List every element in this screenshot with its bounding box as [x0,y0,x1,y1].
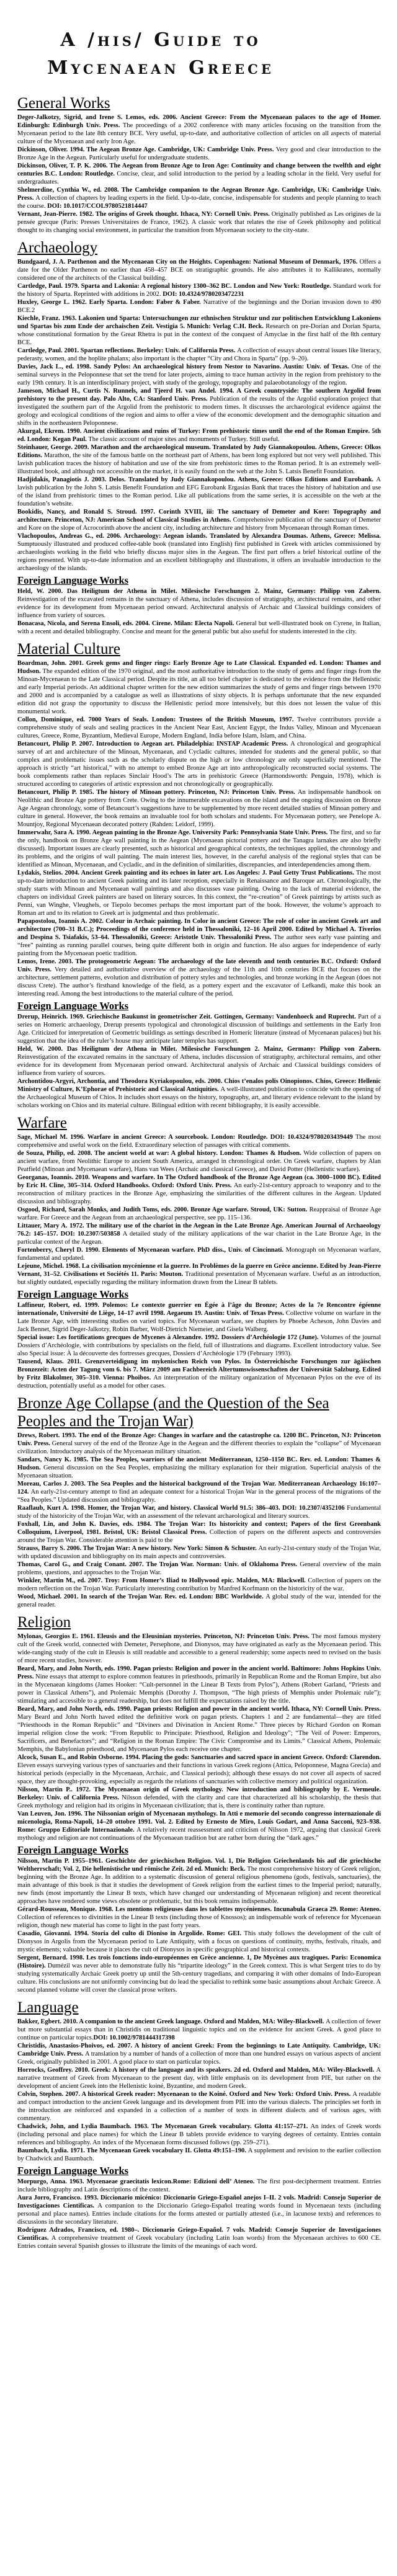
annotation-text: The expanded edition of the 1970 original, and the most authoritative introduction to the study of gems and finger rings from the Minoan-Mycenaean to the Late Classical period. Despite its title, an all too brief chapter is dedicated to the evidence from the Hellenistic and early Imperial periods. An additional chapter written for the new edition summarizes the study of gems and finger rings between 1970 and 2000 and is accompanied by a catalogue as well as illustrations of sixty objects. It is perhaps unfortunate that the new expanded edition did not grasp the opportunity to discuss the Hellenistic period more intensively, but this does not lessen the value of this monumental work. [17,668,381,715]
citation-text: Dickinson, Oliver, T. P. K. 2006. The Aegean from Bronze Age to Iron Age: Continuity and change between the twelfth and eight centuries B.C. London: Routledge. [17,163,381,177]
annotation-text: Collection of papers on the modern reflection on the Trojan War. Particularly interesting contribution by Manfred Korfmann on the historicity of the war. [17,1577,381,1592]
citation-text: Rodríguez Adrados, Francisco, ed. 1980–. Diccionario Griego-Español. 7 vols. Madrid: Consejo Superior de Investigaciones Cientificas. [17,2227,381,2242]
bibliography-entry [17,1754,381,1786]
citation-text: Cartledge, Paul. 1979. Sparta and Lakonia: A regional history 1300–362 BC. London and New York: Routledge. [17,283,333,290]
citation-text: Davies, Jack L., ed. 1998. Sandy Pylos: An archaeological history from Nestor to Navarino. Austin: Univ. of Texas. [17,363,352,370]
bibliography-entry [17,829,381,869]
annotation-text: Reappraisal of Bronze Age warfare. For Greece and the Aegean from an archaeological perspective, see pp. 115–136. [17,1206,381,1221]
annotation-text: Nilsson defended, with the clarity and care that characterized all his scholarship, the thesis that Greek mythology and religion had its origins in Mycenaean civilization; that is, there is continuity rather than rupture. [17,1794,381,1809]
annotation-text: Narrative of the beginnings and the Dorian invasion down to 490 BCE.2 [17,299,381,314]
annotation-text: A detailed study of the military applications of the war chariot in the Late Bronze Age, in the particular context of the Aegean. [17,1231,381,1246]
citation-text: Steinhauer, George. 2009. Marathon and the archaeological museum. Translated by Judy Giannakopoulou. Athens, Greece: Olkos Editions. [17,444,381,459]
annotation-text: A collection of chapters by leading experts in the field. Up-to-date, concise, indispensable for students and people planning to teach the course. [17,195,381,210]
section-heading-bronze-age-collapse-and-the-question-of-the-sea-peoples-and-the-trojan-war: Bronze Age Collapse (and the Question of the Sea Peoples and the Trojan War) [17,1395,329,1430]
citation-text: Dickinson, Oliver. 1994. The Aegean Bronze Age. Cambridge, UK: Cambridge Univ. Press. [17,146,276,153]
citation-text: Thomas, Carol G., and Craig Conant. 2007. The Trojan War. Norman: Univ. of Oklahoma Press. [17,1561,300,1568]
section-heading-general-works: General Works [17,95,110,112]
annotation-text: An indispensable handbook on Neolithic and Bronze Age pottery from Crete. Owing to the innumerable excavations on the island and the ongoing discussion on Bronze Age Aegean chronology, some of Betancourt’s suggestions have to be supplemented by more recent detailed studies of Minoan pottery and culture in general. However, the book remains an invaluable tool for both scholars and students. For Mycenaean pottery, see Penelope A. Mountjoy, Regional Mycenaean decorated pottery (Rahden: Leidorf, 1999). [17,789,381,828]
citation-text: Christidis, Anastasios-Phoivos, ed. 2007. A history of ancient Greek: From the beginnings to Late Antiquity. Cambridge, UK: Cambridge Univ. Press. [17,2043,381,2057]
citation-text: Akurgal, Ekrem. 1990. Ancient civilizations and ruins of Turkey: From prehistoric times until the end of the Roman Empire. 5th ed. London: Kegan Paul. [17,428,381,443]
section-heading-archaeology: Archaeology [17,239,98,256]
bibliography-entry [17,2090,381,2123]
bibliography-entry [17,347,381,363]
bibliography-entry [17,1432,381,1456]
annotation-text: A global study of the war, intended for the general reader. [17,1593,381,1608]
annotation-text: Dumézil was never able to demonstrate fully his “tripartite ideology” in the Greek context. This is what Sergent tries to do by studying systematically Archaic Greek poetry up until the 5th-century tragedians, and comparing it with other domains of Indo-European culture. His conclusions are not uniformly convincing but do lead the specialist to rethink some basic assumptions about Archaic Greece. A second planned volume will cover the classical prose writers. [17,1963,381,1994]
citation-text: Wood, Michael. 2001. In search of the Trojan War. Rev. ed. London: BBC Worldwide. [17,1593,266,1600]
annotation-text: The most comprehensive and useful work on the field. Extraordinary selection of passages with critical comments. [17,1134,381,1149]
bibliography-entry [17,1954,381,1994]
annotation-text: The most comprehensive history of Greek religion, beginning with the Bronze Age. In addition to a systematic discussion of general religious phenomena (gods, festivals, sanctuaries), the main advantage of this book is that it studies the development of Greek religion from the earliest times to the Imperial period; naturally, new finds (most importantly the Linear B texts, which have changed our understanding of Mycenaean religion) and recent theoretical approaches have rendered some views obsolete or problematic, but this book remains indispensable. [17,1866,381,1905]
citation-text: Horrocks, Geoffrey. 2010. Greek: A history of the language and its speakers. 2d ed. Oxford and Malden, MA: Wiley-Blackwell. [17,2067,377,2074]
annotation-text: Comprehensive publication of the sanctuary of Demeter and Kore on the slope of Acrocorinth above the ancient city, including architecture and history from Mycenaean through Roman times. [17,517,381,532]
bibliography-entry [17,1358,381,1390]
citation-text: Nilsson, Martin P.. 1972. The Mycenaean origin of Greek mythology. New introduction and bibliography by E. Vermeule. Berkeley: Univ. of California Press. [17,1786,381,1801]
annotation-text: Volumes of the journal Dossiers d’Archéologie, with contributions by specialists on the field, full of illustrations and diagrams. Excellent introductory value. See also Special issue: À la découverte des fortresses grecques, Dossiers d’Archéologie 179 (February 1993). [17,1334,381,1357]
citation-text: Boardman, John. 2001. Greek gems and finger rings: Early Bronze Age to Late Classical. Expanded ed. London: Thames and Hudson. [17,660,381,675]
annotation-text: Research on pre-Dorian and Dorian Sparta, whose constitutional formation by the Great Rhetra is put in the context of the conquest of Amyclae in the first half of the 8th century BCE. [17,323,381,346]
annotation-text: This study follows the development of the cult of Dionysos in Argolis from the Mycenaean period to Late Antiquity, with a focus on questions of continuity, myths, festivals, rituals, and mystic elements; valuable because it places the cult of Dionysos in specific geographical and historical contexts. [17,1930,381,1953]
citation-text: Hadjidakis, Panagiotis J. 2003. Delos. Translated by Judy Giannakopoulou. Athens, Greece: Olkos Editions and Eurobank. [17,476,377,483]
annotation-text: Very good and clear introduction to the Bronze Age in the Aegean. Particularly useful for undergraduate students. [17,146,381,161]
citation-text: Special issue: Les fortifications grecques de Mycenes à Alexandre. 1992. Dossiers d’Archéologie 172 (June). [17,1334,321,1341]
bibliography-entry [17,258,381,282]
bibliography-entry [17,1045,381,1077]
citation-text: Fortenberry, Cheryl D. 1990. Elements of Mycenaean warfare. PhD diss., Univ. of Cincinnati. [17,1247,286,1254]
citation-text: Vernant, Jean-Pierre. 1982. The origins of Greek thought. Ithaca, NY: Cornell Univ. Press. [17,211,272,218]
citation-text: Casadio, Giovanni. 1994. Storia del culto di Dioniso in Argolide. Rome: GEI. [17,1930,244,1937]
annotation-text: Traditional presentation of Mycenaean warfare. Useful as an introduction, but slightly outdated, especially regarding the military information drawn from the Linear B tablets. [17,1271,381,1286]
citation-text: Littauer, Mary A. 1972. The military use of the chariot in the Aegean in the Late Bronze Age. American Journal of Archaeology 76.2: 145–157. DOI: 10.2307/503858 [17,1223,381,1237]
citation-text: Osgood, Richard, Sarah Monks, and Judith Toms, eds. 2000. Bronze Age warfare. Stroud, UK: Sutton. [17,1206,310,1213]
annotation-text: Marathon, the site of the famous battle on the northeast part of Athens, has been long explored but not very well published. This lavish publication traces the history of habitation and use of the site from prehistoric times to the Roman period. It is an extremely well-illustrated book, and although not accessible on the market, it is easily found on the web at the John S. Latsis Benefit Foundation. [17,452,381,475]
citation-text: Bakker, Egbert. 2010. A companion to the ancient Greek language. Oxford and Malden, MA: Wiley-Blackwell. [17,2018,326,2025]
bibliography-entry [17,146,381,162]
bibliography-entry [17,587,381,620]
bibliography-entry [17,1480,381,1504]
annotation-text: The first post-decipherment treatment. Entries include bibliography and Latin descriptions of the context. [17,2178,381,2193]
title-line-2: Mycenaean Greece [47,57,274,79]
annotation-text: An interpretation of the military organization of Mycenaean Pylos on the eve of its destruction, potentially useful as a model for other cases. [17,1375,381,1389]
citation-text: Gérard-Rousseau, Monique. 1968. Les mentions religieuses dans les tablettes mycéniennes. Incunabula Graeca 29. Rome: Ateneo. [17,1906,381,1913]
annotation-text: A narrative treatment of Greek from Mycenaean to the present day, with little emphasis on its development from PIE, but rather on the development of ancient Greek into the Hellenistic koiné, Byzantine, and modern Greek. [17,2067,381,2090]
section-heading-religion: Religion [17,1614,71,1631]
bibliography-entry [17,917,381,958]
annotation-text: The first, and so far the only, handbook on Bronze Age wall painting in the Aegean (Mycenaean pictorial pottery and the Tanagra larnakes are also briefly discussed). Important issues are clearly presented, such as historical and geographical contexts, the techniques applied, the chronology and its problems, and the origins of wall painting. The main interest lies, however, in the careful analysis of the regional styles that can be identified as Minoan, Mycenaean, and Cycladic, and in the definition of similarities, discrepancies, and interdependencies among them. [17,829,381,868]
annotation-text: Wide collection of papers on ancient warfare, from Neolithic Europe to ancient South America, arranged in chronological order. On Greek warfare, chapters by Alan Peatfield (Minoan and Mycenaean warfare), Hans van Wees (Archaic and classical Greece), and David Potter (Hellenistic warfare). [17,1150,381,1173]
citation-text: Betancourt, Philip P. 1985. The history of Minoan pottery. Princeton, NJ: Princeton Univ. Press. [17,789,298,796]
bibliography-entry [17,387,381,427]
bibliography-entry [17,2178,381,2194]
annotation-text: Very detailed and authoritative overview of the archaeology of the 11th and 10th centuries BCE that focuses on the architecture, settlement patterns, evolution and distribution of pottery styles and technologies, and bronze working in the Aegean (does not discuss Crete). The author’s firsthand knowledge of the field, as a pottery expert and the excavator of Lefkandi, make this book an interesting read. Among the best introductions to the material culture of the period. [17,966,381,997]
citation-text: Strauss, Barry S. 2006. The Trojan War: A new history. New York: Simon & Schuster. [17,1545,259,1552]
citation-text: Bonacasa, Nicola, and Serena Ensoli, eds. 2004. Cirene. Milan: Electa Napoli. [17,620,236,627]
citation-text: Colvin, Stephen. 2007. A historical Greek reader: Mycenaean to the Koiné. Oxford and New York: Oxford Univ. Press. [17,2091,353,2098]
subsection-heading-foreign-language-works: Foreign Language Works [17,1000,129,1012]
bibliography-entry [17,1133,381,1149]
bibliography [17,94,381,2250]
bibliography-entry [17,314,381,347]
citation-text: Huxley, George L. 1962. Early Sparta. London: Faber & Faber. [17,299,203,306]
citation-text: Moreau, Carlos J. 2003. The Sea Peoples and the historical background of the Trojan War. Mediterranean Archaeology 16:107–124. [17,1481,381,1495]
bibliography-entry [17,788,381,829]
bibliography-entry [17,2123,381,2147]
citation-text: Sandars, Nancy K. 1985. The Sea Peoples, warriors of the ancient Mediterranean, 1250–1150 BC. Rev. ed. London: Thames & Hudson. [17,1456,381,1471]
bibliography-entry [17,740,381,788]
subsection-heading-foreign-language-works: Foreign Language Works [17,574,129,586]
bibliography-entry [17,282,381,298]
annotation-text: General but well-illustrated book on Cyrene, in Italian, with a recent and detailed bibliography. Concise and meant for the general public but also useful for students interested in the city. [17,620,381,635]
citation-text: Drews, Robert. 1993. The end of the Bronze Age: Changes in warfare and the catastrophe ca. 1200 BC. Princeton, NJ: Princeton Univ. Press. [17,1432,381,1447]
annotation-text: The author sees early vase painting and “free” painting as running parallel courses, being quite different both in origin and function. He also argues for independence of early painting from the Mycenaean poetic tradition. [17,934,381,957]
citation-text: Sage, Michael M. 1996. Warfare in ancient Greece: A sourcebook. London: Routledge. DOI: 10.4324/9780203439449 [17,1134,355,1141]
annotation-text: A well-illustrated publication to coincide with the opening of the Archaeological Museum of Chios. It includes short essays on the history, topography, art, and literary evidence relevant to the island by scholars working on Chios and its material culture. Bilingual edition with recent bibliography, it is easily accessible. [17,1086,381,1109]
bibliography-entry [17,1149,381,1174]
bibliography-entry [17,1222,381,1246]
citation-text: Tausend, Klaus. 2011. Grenzverteidigung im mykenischen Reich von Pylos. In Österreichische Forschungen zur ägäischen Bronzezeit: Acten der Tagung vom 6. bis 7. März 2009 am Fachbereich Altertumswissenschaften der Universität Salzburg. Edited by Fritz Blakolmer, 305–310. Vienna: Phoibos. [17,1358,381,1381]
annotation-text: Eleven essays surveying various types of sanctuaries and their functions in various Greek regions (Attica, Peloponnese, Magna Grecia) and historical periods (especially in the Mycenaean, Archaic, and Classical periods); although these essays do not cover all aspects of sacred space, they are thought-provoking, especially as regards the relations of sanctuaries with collective memory and political organization. [17,1762,381,1785]
bibliography-entry [17,2194,381,2226]
citation-text: Jameson, Michael H., Curtis N. Runnels, and Tjeerd H. van Andel. 1994. A Greek countryside: The southern Argolid from prehistory to the present day. Palo Alto, CA: Stanford Univ. Press. [17,388,381,403]
bibliography-entry [17,1301,381,1334]
section-heading-material-culture: Material Culture [17,641,120,657]
bibliography-entry [17,2018,381,2042]
citation-text: Beard, Mary, and John North, eds. 1990. Pagan priests: Religion and power in the ancient world. Baltimore: Johns Hopkins Univ. Press. [17,1665,381,1680]
bibliography-entry [17,1246,381,1262]
citation-text: DOI: 10.1002/9781444317398 [93,2035,175,2041]
bibliography-entry [17,869,381,917]
citation-text: Bookidis, Nancy, and Ronald S. Stroud. 1997. Corinth XVIII, iii: The sanctuary of Demeter and Kore: Topography and architecture. Princeton, NJ: American School of Classical Studies in Athens. [17,509,381,524]
annotation-text: Concise, clear, and solid introduction to the period by a leading scholar in the field. Very useful for undergraduates. [17,171,381,185]
bibliography-entry [17,1262,381,1286]
bibliography-entry [17,958,381,998]
citation-text: Shelmerdine, Cynthia W., ed. 2008. The Cambridge companion to the Aegean Bronze Age. Cambridge, UK: Cambridge Univ. Press. [17,187,381,202]
citation-text: Vlachopoulos, Andreas G., ed. 2006. Archaeology: Aegean islands. Translated by Alexandra Doumas. Athens, Greece: Melissa. [17,533,381,540]
annotation-text: Collective volume on warfare in the Late Bronze Age, with interesting studies on varied topics. For Mycenaean warfare, see chapters by Phoebe Acheson, John Davies and Jack Bennet, Sigrid Deger-Jalkotzy, Robin Barber, Wolf-Dietrich Niemeier, and Gisela Walberg. [17,1310,381,1333]
citation-text: Chadwick, John, and Lydia Baumbach. 1963. The Mycenaean Greek vocabulary. Glotta 41:157–271. [17,2123,311,2130]
bibliography-entry [17,1705,381,1754]
bibliography-entry [17,1013,381,1045]
annotation-text: Sumptuously illustrated and produced coffee-table book (translated into English) first published in Greek with articles commissioned by archaeologists working in the field who briefly discuss major sites in the Aegean. The first part offers a brief historical outline of the regions presented. With up-to-date information and an excellent bibliography and illustrations, it offers an invaluable introduction to the archaeology of the islands. [17,541,381,572]
document-title [17,26,304,82]
annotation-text: Reinvestigation of the excavated remains in the sanctuary of Athena, includes discussion of stratigraphy, architectural remains, and other evidence for its development from Mycenaean period onward. Architectural analysis of Archaic and Classical buildings considers of influence from variety of sources. [17,1054,381,1077]
citation-text: Sergent, Bernard. 1998. Les trois fonctions indo-européennes en Grèce ancienne. 1, De Mycènes aux tragiques. Paris: Economica (Histoire). [17,1954,381,1969]
bibliography-entry [17,1593,381,1609]
annotation-text: The proceedings of a 2002 conference with many articles focusing on the transition from the Mycenaean period to the late 8th century BCE. Very useful, up-to-date, and authoritative collection of articles on all aspects of material culture of the Mycenaean and early Iron Age. [17,122,381,145]
citation-text: Betancourt, Philip P. 2007. Introduction to Aegean art. Philadelphia: INSTAP Academic Press. [17,741,291,747]
bibliography-entry [17,1857,381,1905]
bibliography-entry [17,1077,381,1110]
bibliography-entry [17,2042,381,2066]
bibliography-entry [17,1174,381,1206]
citation-text: Beard, Mary, and John North, eds. 1990. Pagan priests: Religion and power in the ancient world. Ithaca, NY: Cornell Univ. Press. [17,1706,381,1713]
title-line-1: A /his/ Guide to [60,29,261,51]
annotation-text: Fundamental study of the historicity of the Trojan War, with an assessment of the relevant archaeological and literary sources. [17,1505,381,1520]
citation-text: Held, W. 2000. Das Heiligtum der Athena in Milet. Milesische Forschungen 2. Mainz, Germany: Philipp von Zabern. [17,1046,381,1053]
bibliography-entry [17,1206,381,1222]
annotation-text: Twelve contributors provide a comprehensive study of seals and sealing practices in the Ancient Near East, Ancient Egypt, the Indus Valley, Minoan and Mycenaean cultures, Greece, Rome, Byzantium, Medieval Europe, Modern England, India before Islam, Islam, and China. [17,716,381,739]
citation-text: Foxhall, Lin, and John K. Davies, eds. 1984. The Trojan War: Its historicity and context; Papers of the first Greenbank Colloquium, Liverpool, 1981. Bristol, UK: Bristol Classical Press. [17,1521,381,1536]
annotation-text: The most up-to-date introduction to ancient Greek painting and its later reception, especially in Renaissance and Baroque art. Chronologically, the study starts with Minoan and Mycenaean wall paintings and also discusses vase painting. Owing to the lack of material evidence, the chapters on individual Greek painters are based on literary sources. In this context, the “re-creation” of Greek paintings by artists such as Penni, van Winghe, Vleughels, or Tiepolo becomes perhaps the most important part of the book. However, the volume’s approach to Roman art and to its relation to Greek art is judgmental and thus problematic. [17,870,381,917]
annotation-text: A collection of essays about central issues like literacy, pederasty, women, and the hoplite phalanx; also important is the chapter “City and Chora in Sparta” (pp. 9–20). [17,347,381,362]
annotation-text: An early-21st-century approach to weaponry and to the reconstruction of military practices in the Bronze Age, emphasizing the similarities of the different cultures in the Aegean. Updated discussion and bibliography. [17,1182,381,1205]
annotation-text: An index of Greek words (including personal and place names) for which the Linear B tablets provide evidence to varying degrees of certainty. Entries contain references and bibliography. An index of the Mycenaean forms discussed follows (pp. 259–271). [17,2123,381,2146]
bibliography-entry [17,363,381,387]
citation-text: Drerup, Heinrich. 1969. Griechische Baukunst in geometrischer Zeit. Gottingen, Germany: Vandenhoeck and Ruprecht. [17,1014,359,1020]
bibliography-entry [17,508,381,532]
bibliography-entry [17,1577,381,1593]
bibliography-entry [17,1334,381,1358]
bibliography-entry [17,1633,381,1665]
bibliography-entry [17,1456,381,1480]
annotation-text: One of the seminal surveys in the Peloponnese that set the trend for later projects, aiming to trace human activity in the region from prehistory to the early 19th century. It is an interdisciplinary project, with study of the geology, topography and palaeobotanology of the region. [17,363,381,386]
annotation-text: A lavish publication by the John S. Latsis Benefit Foundation and EFG Eurobank Ergasias Bank that traces the history of habitation and use of the island from prehistoric times to the Roman period. Like all publications from the same series, it is accessible on the web at the foundation’s website. [17,476,381,507]
bibliography-entry [17,114,381,146]
annotation-text: A chronological and geographical survey of art and architecture of the Minoan, Mycenaean, and Cycladic cultures, intended for students and the general public, so that complex and problematic issues such as the scholarly dispute on the high or low chronology are only superficially mentioned. The approach is strictly “art historical,” with no attempt to embed Bronze Age art into anthropologically reconstructed social systems. The book complements rather than replaces Sinclair Hood’s The arts in prehistoric Greece (Harmondsworth: Penguin, 1978), which is structured according to categories of artistic expression and not chronologically or geographically. [17,741,381,788]
citation-text: Georganas, Ioannis. 2010. Weapons and warfare. In The Oxford handbook of the Bronze Age Aegean (ca. 3000–1000 BC). Edited by Eric H. Cline, 305–314. Oxford Handbooks. Oxford: Oxford Univ. Press. [17,1174,381,1189]
citation-text: Lemos, Irene. 2003. The protogeometric Aegean: The archaeology of the late eleventh and tenth centuries B.C. Oxford: Oxford Univ. Press. [17,958,381,973]
bibliography-entry [17,2147,381,2163]
section-heading-warfare: Warfare [17,1115,67,1131]
annotation-text: A collection of fewer but more substantial essays than in Christidis on traditional linguistic topics and on the evidence for ancient Greek. A good place to continue on particular topics. [17,2018,381,2041]
bibliography-entry [17,210,381,234]
subsection-heading-foreign-language-works: Foreign Language Works [17,2165,129,2177]
annotation-text: Part of a series on Homeric archaeology, Drerup presents typological and chronological discussion of buildings and settlements in the Early Iron Age. Criticized for interpretation of Geometric buildings as settings described in Homeric literature (instead of Mycenaean palaces) but his suggestion that the idea of the ruler’s house may anticipate later temples has support. [17,1014,381,1045]
section-heading-language: Language [17,1999,79,2016]
annotation-text: A supplement and revision to the earlier collection by Chadwick and Baumbach. [17,2147,381,2162]
citation-text: Alcock, Susan E., and Robin Osborne. 1994. Placing the gods: Sanctuaries and sacred space in ancient Greece. Oxford: Clarendon. [17,1754,381,1761]
citation-text: Archontidou-Argyri, Archontia, and Theodora Kyriakopoulou, eds. 2000. Chios t’enalos polis Oinopionos. Chios, Greece: Hellenic Ministry of Culture, K’Ephorae of Prehistoric and Classical Antiquities. [17,1078,381,1093]
annotation-text: General overview of the main problems, questions, and approaches to the Trojan War. [17,1561,381,1576]
bibliography-entry [17,659,381,716]
bibliography-entry [17,443,381,476]
bibliography-entry [17,1930,381,1954]
bibliography-entry [17,476,381,508]
bibliography-entry [17,298,381,314]
citation-text: DOI: 10.4324/9780203472231 [163,291,244,298]
citation-text: Lejeune, Michel. 1968. La civilisation mycénienne et la guerre. In Problèmes de la guerre en Grèce ancienne. Edited by Jean-Pierre Vernant, 31–52. Civilisations et Sociétés 11. Paris: Mouton. [17,1263,381,1278]
citation-text: Papapostolou, Ioannis A. 2002. Colour in Archaic painting. In Color in ancient Greece: The role of color in ancient Greek art and architecture (700–31 B.C.); Proceedings of the conference held in Thessaloniki, 12–16 April 2000. Edited by Michael A. Tiverios and Despina S. Tsiafakis, 53–64. Thessaloniki, Greece: Aristotle Univ. Thessaloniki Press. [17,918,381,941]
citation-text: DOI: 10.1017/CCOL9780521814447 [47,203,148,210]
bibliography-entry [17,1905,381,1930]
bibliography-entry [17,427,381,443]
annotation-text: Collection of papers on the different aspects and controversies around the Trojan War. Considerable attention is paid to the [17,1529,381,1544]
bibliography-entry [17,1544,381,1561]
annotation-text: An early-21st-century study of the Trojan War, with updated discussion and bibliography on its main aspects and controversies. [17,1545,381,1560]
annotation-text: Monograph on Mycenaean warfare, fundamental and updated. [17,1247,381,1262]
bibliography-entry [17,1810,381,1842]
annotation-text: Nine essays that attempt to explore common features in priesthoods, primarily in Republican Rome and the Roman Empire, but also in the Mycenaean kingdoms (James Hooker: “Cult-personnel in the Linear B Texts from Pylos”), Athens (Robert Garland, “Priests and power in Classical Athens”), and Ptolemaic Memphis (Dorothy J. Thompson, “The high priests of Memphis under Ptolemaic rule”); stimulating and accessible to a general readership, but does not fulfill the expectations raised by the title. [17,1674,381,1705]
bibliography-entry [17,620,381,636]
subsection-heading-foreign-language-works: Foreign Language Works [17,1288,129,1300]
annotation-text: A companion to the Diccionario Griego-Español treating words found in Mycenaean texts (including personal and place names). Entries include citations for the forms attested or partially attested (i.e., in lacunose texts) and references to discussions in the secondary literature. [17,2203,381,2226]
annotation-text: Reinvestigation of the excavated remains in the sanctuary of Athena, includes discussion of stratigraphy, architectural remains, and other evidence for its development from Mycenaean period onward. Architectural analysis of Archaic and Classical buildings considers of influence from variety of sources. [17,596,381,619]
citation-text: Van Leuven, Jon. 1996. The Nilssonian origin of Mycenaean mythology. In Atti e memorie del secondo congresso internazionale di micenologia, Roma-Napoli, 14–20 ottobre 1991. Vol. 2. Edited by Ernesto de Miro, Louis Godart, and Anna Sacconi, 923–938. Rome: Gruppo Editoriale Internazionale. [17,1811,381,1834]
annotation-text: The most famous mystery cult of the Greek world, connected with Demeter, Persephone, and Dionysos, may have originated as early as the Mycenaean period. This wide-ranging study of the cult in Eleusis is still readable and accessible to a general readership; some aspects need to revised on the basis of more recent studies, however. [17,1633,381,1664]
annotation-text: Collection of references to divinities in the Linear B texts (including those of Knossos); an indispensable work of reference for Mycenaean religion, though new material has come to light in the past forty years. [17,1914,381,1929]
bibliography-entry [17,1786,381,1810]
bibliography-entry [17,2226,381,2250]
subsection-heading-foreign-language-works: Foreign Language Works [17,1844,129,1856]
citation-text: Winkler, Martin M., ed. 2007. Troy: From Homer’s Iliad to Hollywood epic. Malden, MA: Blackwell. [17,1577,308,1584]
annotation-text: A translation by a number of hands of a collection of more than one hundred essays on various aspects of ancient Greek, originally published in 2001. A good place to start on particular topics. [17,2051,381,2066]
bibliography-entry [17,1504,381,1520]
annotation-text: General survey of the end of the Bronze Age in the Aegean and the different theories to explain the “collapse” of Mycenaean civilization. Introductory analysis of the Mycenaean military situation. [17,1440,381,1455]
citation-text: Immerwahr, Sara A. 1990. Aegean painting in the Bronze Age. University Park: Pennsylvania State Univ. Press. [17,829,329,836]
citation-text: Raaflaub, Kurt A. 1998. Homer, the Trojan War, and history. Classical World 91.5: 386–403. DOI: 10.2307/4352106 [17,1505,347,1512]
annotation-text: The classic account of major sites and monuments of Turkey. Still useful. [88,436,280,443]
citation-text: Lydakis, Stelios. 2004. Ancient Greek painting and its echoes in later art. Los Angeles: J. Paul Getty Trust Publications. [17,870,357,876]
citation-text: Mylonas, Georgios E. 1961. Eleusis and the Eleusinian mysteries. Princeton, NJ: Princeton Univ. Press. [17,1633,312,1640]
bibliography-entry [17,716,381,740]
annotation-text: A comprehensive treatment of Greek vocabulary (including Latin loan words) from the Mycenaean archives to 600 CE. Entries contain several Spanish glosses to illustrate the limits of the meanings of each word. [17,2235,381,2250]
citation-text: Nilsson, Martin P. 1955–1961. Geschichte der griechischen Religion. Vol. 1, Die Religion Griechenlands bis auf die griechische Weltherrschaft; Vol. 2, Die hellenistische und römische Zeit. 2d ed. Munich: Beck. [17,1858,381,1873]
citation-text: Laffineur, Robert, ed. 1999. Polemos: Le contexte guerrier en Égée à l’âge du Bronze; Actes de la 7e Rencontre égéenne internationale, Université de Liège, 14–17 avril 1998. Aegaeum 19. Austin: Univ. of Texas Press. [17,1302,381,1317]
annotation-text: Standard work for the history of Sparta. Reprinted with additions in 2002. [17,283,381,298]
bibliography-entry [17,1561,381,1577]
annotation-text: Offers a date for the Older Parthenon no earlier than 458–457 BCE on stratigraphic grounds. He also attributes it to Kallikrates, normally considered one of the architects of the Classical building. [17,259,381,282]
annotation-text: A readable and compact introduction to the ancient Greek language and its development from PIE into the various dialects. The principles set forth in the introduction are reinforced and expanded in a collection of a number of texts in different dialects and of various ages, with commentary. [17,2091,381,2122]
citation-text: Kiechle, Franz. 1963. Lakonien und Sparta: Untersuchungen zur ethnischen Struktur und zur politischen Entwicklung Lakoniens und Spartas bis zum Ende der archaischen Zeit. Vestigia 5. Munich: Verlag C.H. Beck. [17,315,381,330]
citation-text: Collon, Dominique, ed. 7000 Years of Seals. London: Trustees of the British Museum, 1997. [17,716,297,723]
bibliography-entry [17,532,381,573]
bibliography-entry [17,1520,381,1544]
citation-text: Baumbach, Lydia. 1971. The Mycenaean Greek vocabulary II. Glotta 49:151–190. [17,2147,248,2154]
citation-text: de Souza, Philip, ed. 2008. The ancient world at war: A global history. London: Thames & Hudson. [17,1150,304,1157]
bibliography-entry [17,1665,381,1705]
bibliography-entry [17,162,381,186]
citation-text: Morpurgo, Anna. 1963. Mycenaeae graecitatis lexicon.Rome: Edizioni dell’ Ateneo. [17,2178,257,2185]
citation-text: Held, W. 2000. Das Heiligtum der Athena in Milet. Milesische Forschungen 2. Mainz, Germany: Philipp von Zabern. [17,588,381,595]
citation-text: Deger-Jalkotzy, Sigrid, and Irene S. Lemos, eds. 2006. Ancient Greece: From the Mycenaean palaces to the age of Homer. Edinburgh: Edinburgh Univ. Press. [17,114,381,129]
citation-text: Aura Jorro, Francisco. 1993. Diccionario micénico: Diccionario Griego-Español anejos I–II. 2 vols. Madrid: Consejo Superior de Investigaciones Cientificas. [17,2195,381,2209]
bibliography-entry [17,2066,381,2090]
citation-text: Bundgaard, J. A. Parthenon and the Mycenaean City on the Heights. Copenhagen: National Museum of Denmark, 1976. [17,259,360,265]
annotation-text: Originally published as Les origines de la pensée grecque (Paris: Presses Universitaires de France, 1962). A classic work that relates the rise of Greek philosophy and political thought to its changing social environment, in particular the transition from Mycenaean society to the city-state. [17,211,381,234]
annotation-text: Mary Beard and John North haved edited the definitive work on pagan priests. Chapters 1 and 2 are fundamental—they are titled “Priesthoods in the Roman Republic” and “Diviners and Divination in Ancient Rome.” Three pieces by Richard Gordon on Roman imperial religion close the work: “From Republic to Principate: Priesthood, Religion and Ideology”; “The Veil of Power: Emperors, Sacrificers, and Benefactors”; and “Religion in the Roman Empire: The Civic Compromise and its Limits.” Classical Athens, Ptolemaic Memphis, the Babylonian priesthood, and Mycenaean Pylos each receive one chapter. [17,1714,381,1753]
annotation-text: A relatively recent reassessment and criticism of Nilsson 1972, arguing that classical Greek mythology and religion are not continuations of the Mycenaean tradition but are rather born during the “dark ages.” [17,1827,381,1842]
annotation-text: An early-21st-century attempt to find an adequate context for a historical Trojan War in the general process of the migrations of the “Sea Peoples.” Updated discussion and bibliography. [17,1489,381,1504]
annotation-text: General discussion on the Sea Peoples, emphasizing the military explanation for their migration. Superficial analysis of the Mycenaean situation. [17,1464,381,1479]
bibliography-entry [17,186,381,210]
citation-text: Cartledge, Paul. 2001. Spartan reflections. Berkeley: Univ. of California Press. [17,347,238,354]
annotation-text: Publication of the results of the Argolid exploration project that investigated the southern part of the Argolid from the prehistoric to modern times. It discusses the archaeological evidence against the geology and ecological conditions of the region and aims to offer a view of the economic development and the demographic situation and shifts in the northeastern Peloponnese. [17,396,381,427]
